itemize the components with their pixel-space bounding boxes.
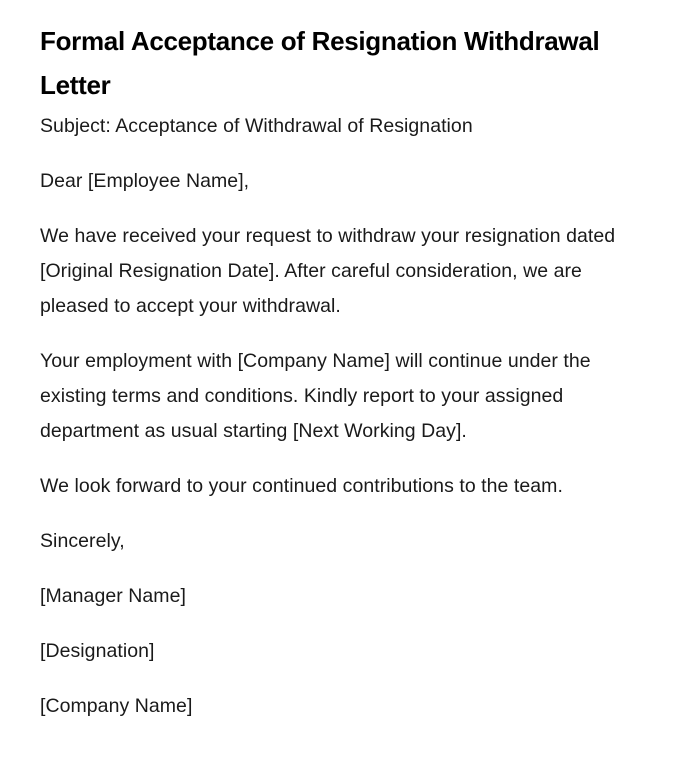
body-paragraph-2: Your employment with [Company Name] will continue under the existing terms and conditions. Kindly report to your assigned department as usual starting [Next Working Day]. — [40, 350, 591, 442]
signature-name: [Manager Name] — [40, 585, 186, 607]
signature-designation: [Designation] — [40, 640, 155, 662]
signature-company: [Company Name] — [40, 695, 193, 717]
subject-line: Subject: Acceptance of Withdrawal of Resignation — [40, 115, 473, 137]
closing: Sincerely, — [40, 530, 125, 552]
document-title: Formal Acceptance of Resignation Withdrawal Letter — [40, 26, 600, 100]
body-paragraph-3: We look forward to your continued contributions to the team. — [40, 475, 563, 497]
body-paragraph-1: We have received your request to withdraw your resignation dated [Original Resignation Date]. After careful consideration, we are pleased to accept your withdrawal. — [40, 225, 616, 317]
salutation: Dear [Employee Name], — [40, 170, 250, 192]
